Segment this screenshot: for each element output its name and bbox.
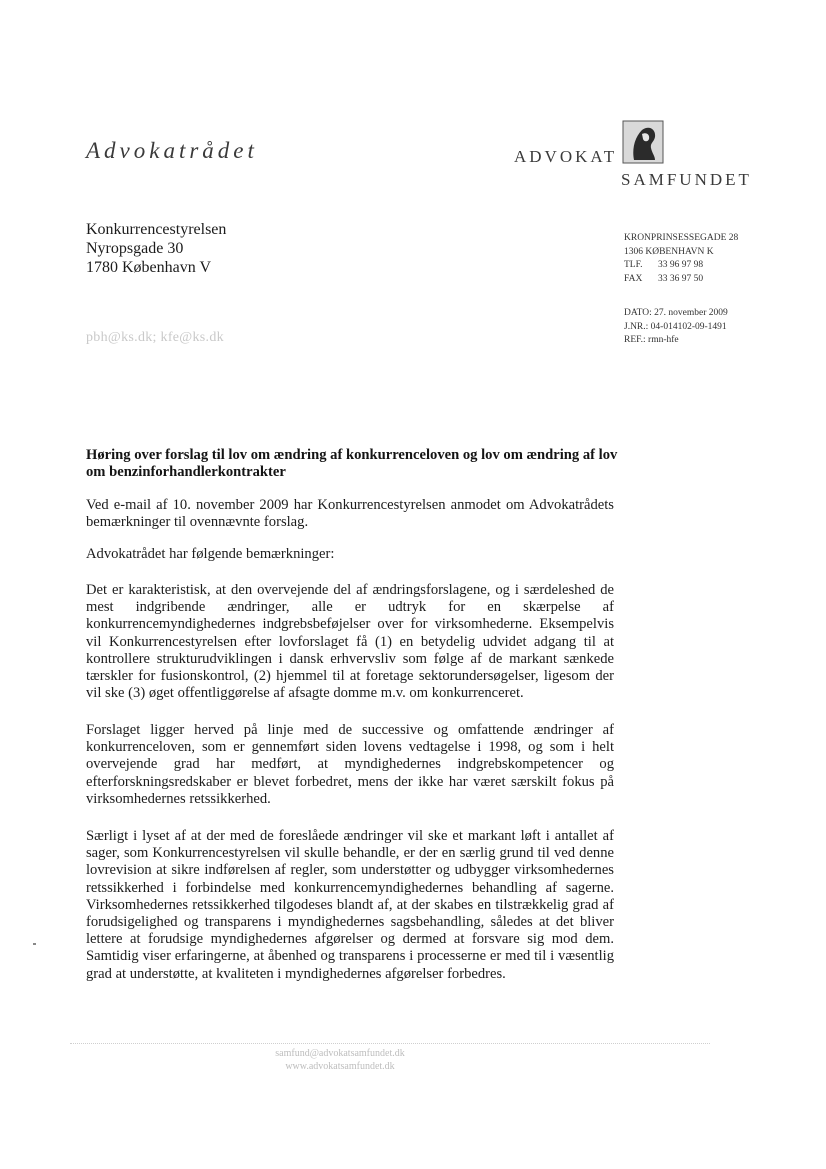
recipient-address: [86, 220, 226, 277]
scan-speck: [33, 943, 36, 945]
footer: [250, 1047, 430, 1073]
letter-meta: [624, 307, 728, 348]
letter-subject: Høring over forslag til lov om ændring af konkurrenceloven og lov om ændring af lov om benzinforhandlerkontrakter: [86, 447, 618, 480]
reference: REF.: rmn-hfe: [624, 335, 679, 345]
recipient-city: 1780 København V: [86, 259, 212, 276]
sender-city: 1306 KØBENHAVN K: [624, 246, 714, 257]
body-paragraph-5: Særligt i lyset af at der med de foreslåede ændringer vil ske et markant løft i antallet af sager, som Konkurrencestyrelsen vil skulle behandle, er der en særlig grund til ved denne lovrevision at sikre indførelsen af regler, som understøtter og udbygger virksomhedernes retssikkerhed i forbindelse med konkurrencemyndighedernes behandling af sagerne. Virksomhedernes retssikkerhed tilgodeses blandt af, at der skabes en tilstrækkelig grad af forudsigelighed og transparens i myndighedernes sagsbehandling, således at det bliver lettere at forudsige myndighedernes afgørelser og dermed at forsvare sig mod dem. Samtidig viser erfaringerne, at åbenhed og transparens i processerne er med til i væsentlig grad at understøtte, at kvaliteten i myndighedernes afgørelser forbedres.: [86, 828, 614, 982]
body-paragraph-2: Advokatrådet har følgende bemærkninger:: [86, 546, 335, 562]
logo-text-samfundet: SAMFUNDET: [621, 170, 752, 189]
phone-label: TLF.: [624, 260, 643, 270]
letter-date: DATO: 27. november 2009: [624, 308, 728, 318]
phone-value: 33 96 97 98: [658, 260, 704, 270]
brand-advokatraadet: Advokatrådet: [86, 138, 258, 163]
sender-fax: [624, 273, 738, 287]
journal-number: J.NR.: 04-014102-09-1491: [624, 321, 727, 332]
fax-label: FAX: [624, 273, 643, 284]
footer-email: samfund@advokatsamfundet.dk: [275, 1048, 405, 1059]
recipient-emails: pbh@ks.dk; kfe@ks.dk: [86, 330, 224, 345]
sender-address: [624, 232, 738, 286]
body-paragraph-4: Forslaget ligger herved på linje med de successive og omfattende ændringer af konkurrenceloven, som er gennemført siden lovens vedtagelse i 1998, og som i helt overvejende grad har medført, at myndighedernes indgrebskompetencer og efterforskningsredskaber er blevet forbedret, mens der ikke har været særskilt fokus på virksomhedernes retssikkerhed.: [86, 722, 614, 807]
body-paragraph-3: Det er karakteristisk, at den overvejende del af ændringsforslagene, og i særdeleshed de mest indgribende ændringer, alle er udtryk for en skærpelse af konkurrencemyndighedernes indgrebsbeføjelser over for virksomhederne. Eksempelvis vil Konkurrencestyrelsen efter lovforslaget få (1) en betydelig udvidet adgang til at kontrollere strukturudviklingen i dansk erhvervsliv som følge af de markant sænkede tærskler for fusionskontrol, (2) hjemmel til at foretage sektorundersøgelser, ligesom der vil ske (3) øget offentliggørelse af afsagte domme m.v. om konkurrenceret.: [86, 582, 614, 702]
body-paragraph-1: Ved e-mail af 10. november 2009 har Konkurrencestyrelsen anmodet om Advokatrådets bemærkninger til ovennævnte forslag.: [86, 497, 614, 531]
sender-phone: [624, 259, 738, 273]
fax-value: 33 36 97 50: [658, 273, 704, 284]
footer-website: www.advokatsamfundet.dk: [285, 1061, 395, 1072]
logo-text-advokat: ADVOKAT: [514, 147, 618, 166]
sender-street: KRONPRINSESSEGADE 28: [624, 233, 739, 243]
footer-divider: [70, 1043, 710, 1044]
advokatsamfundet-logo-icon: [622, 120, 664, 164]
recipient-street: Nyropsgade 30: [86, 240, 184, 257]
recipient-name: Konkurrencestyrelsen: [86, 221, 227, 238]
